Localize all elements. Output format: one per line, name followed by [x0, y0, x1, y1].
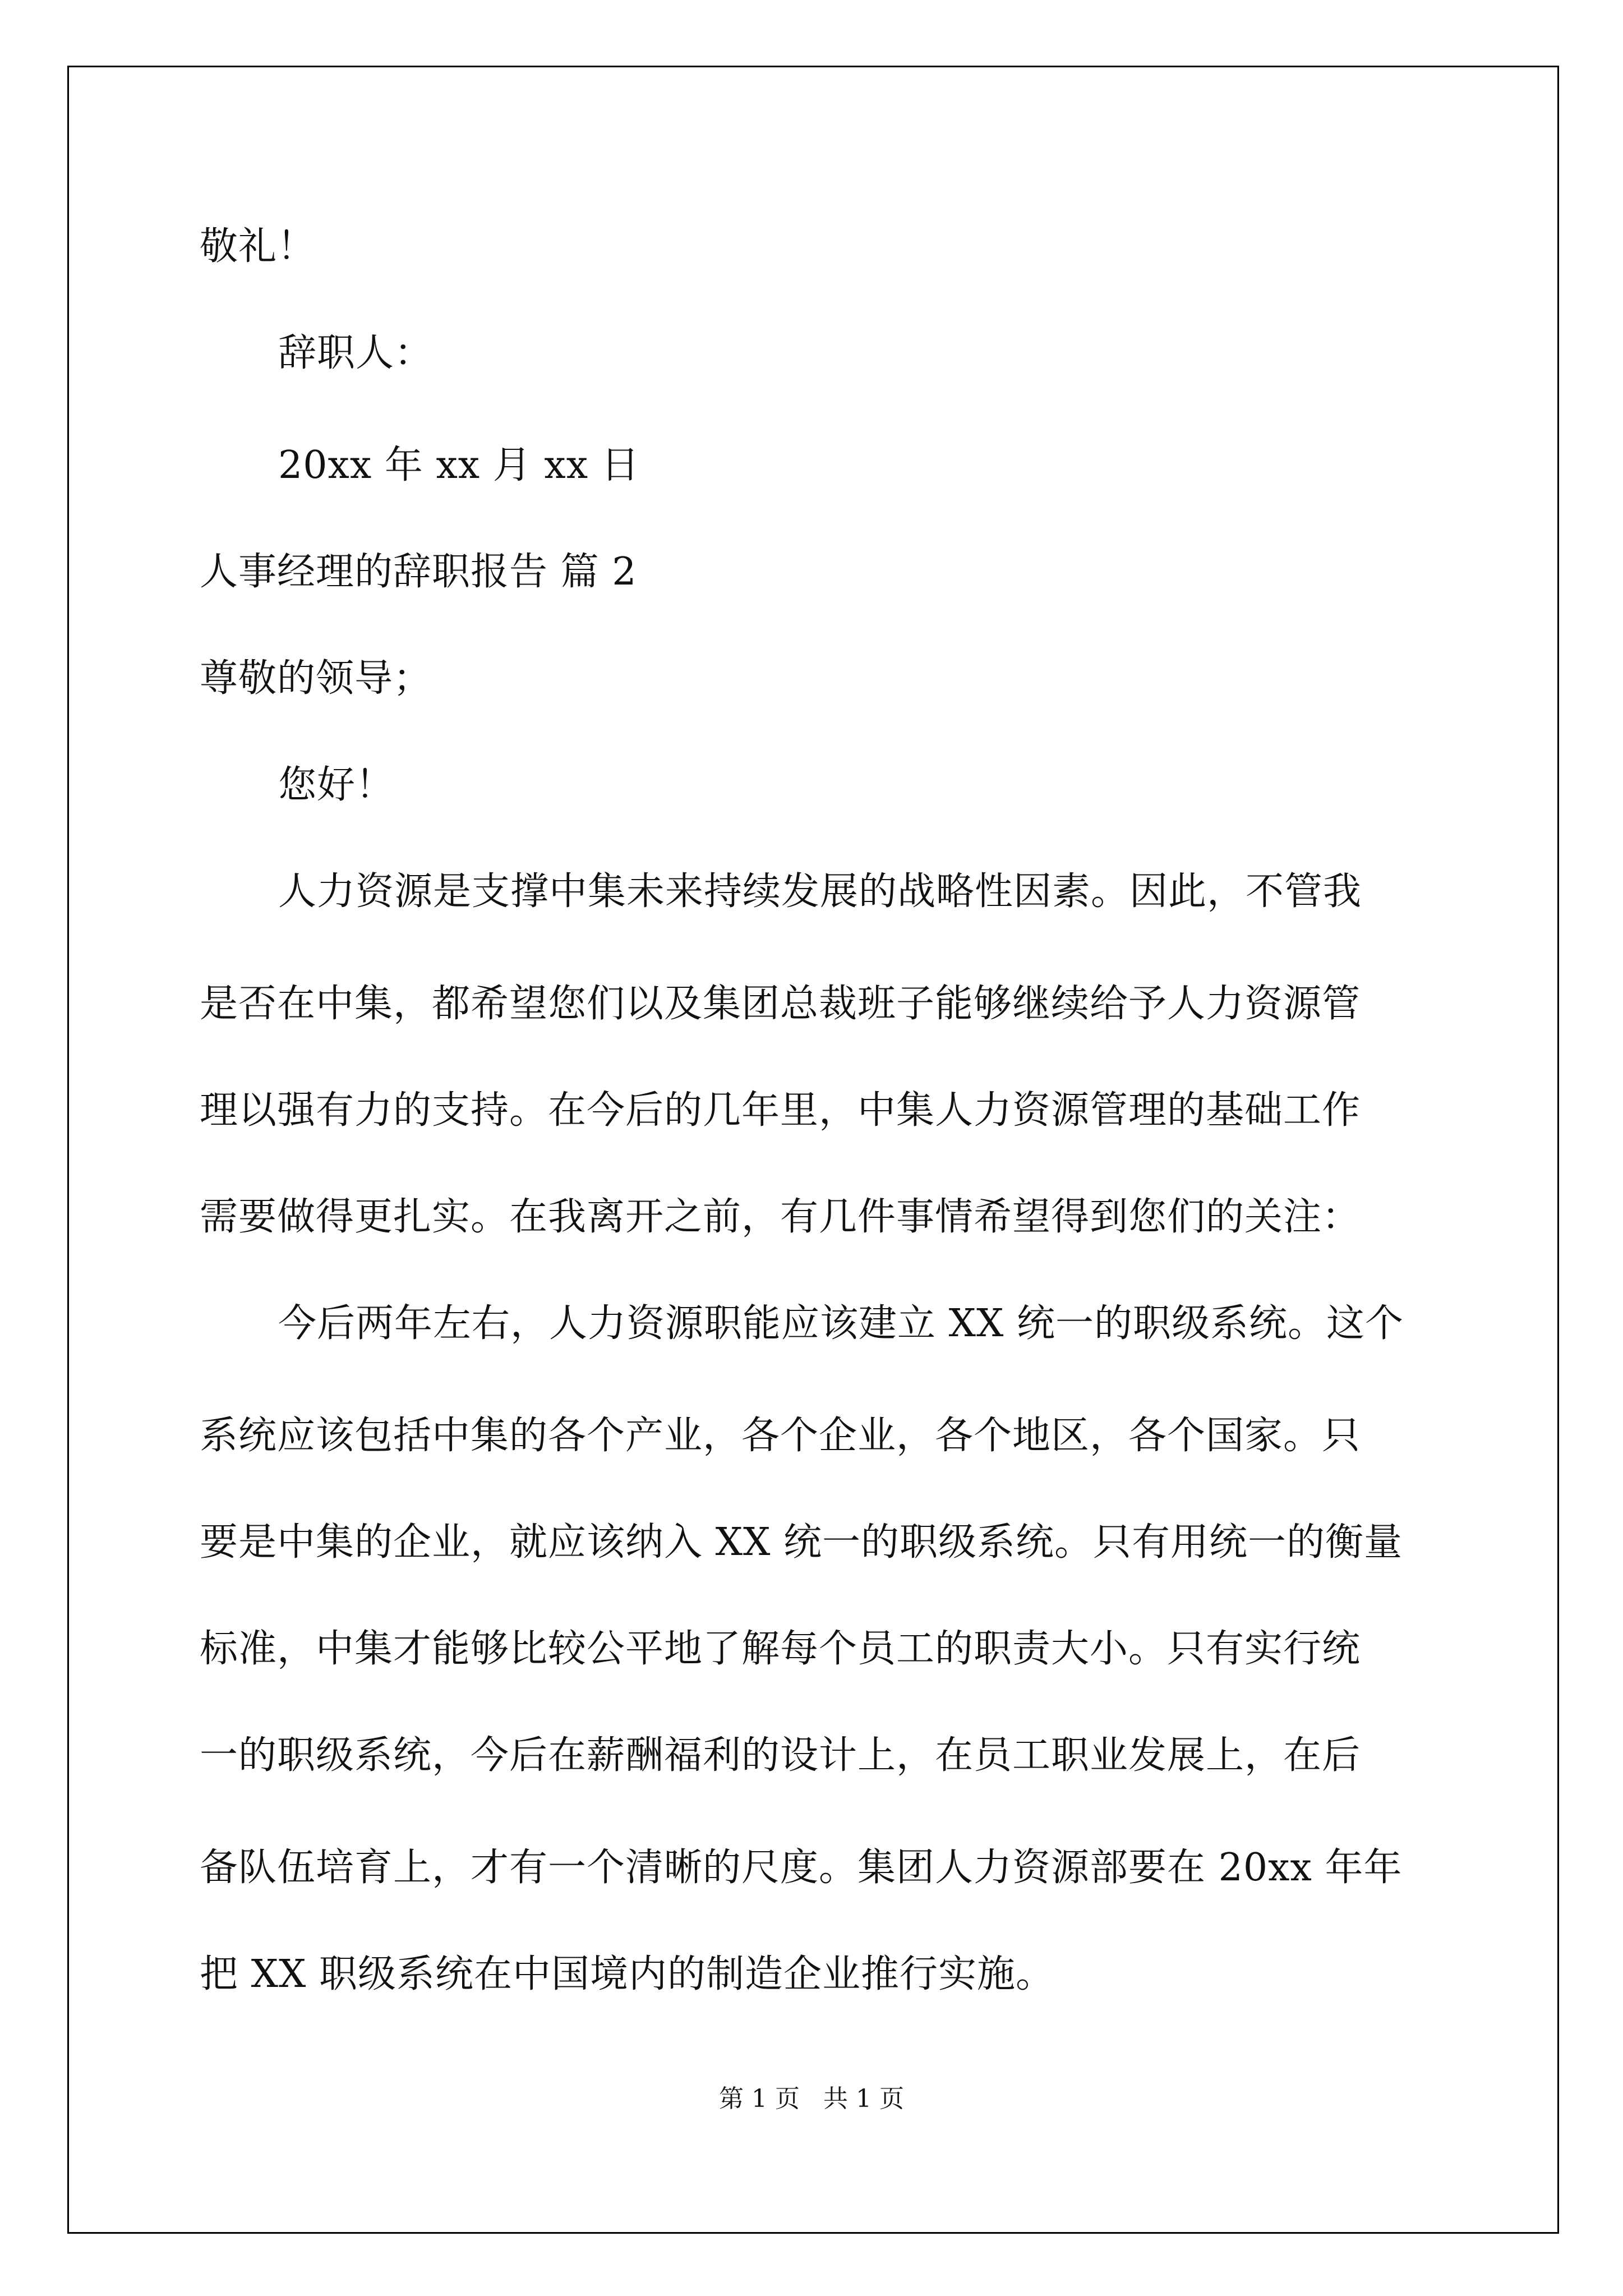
- body-text-line: 需要做得更扎实。在我离开之前，有几件事情希望得到您们的关注：: [200, 1195, 1361, 1239]
- body-text-line: 人力资源是支撑中集未来持续发展的战略性因素。因此，不管我: [278, 869, 1362, 914]
- greeting: 您好！: [278, 763, 395, 807]
- body-text-line: 系统应该包括中集的各个产业，各个企业，各个地区，各个国家。只: [200, 1414, 1361, 1458]
- page-border: [67, 66, 1559, 2234]
- body-text-line: 一的职级系统，今后在薪酬福利的设计上，在员工职业发展上，在后: [200, 1733, 1361, 1778]
- body-text-line: 理以强有力的支持。在今后的几年里，中集人力资源管理的基础工作: [200, 1088, 1361, 1133]
- signature-label: 辞职人：: [278, 331, 434, 375]
- body-text-line: 要是中集的企业，就应该纳入 XX 统一的职级系统。只有用统一的衡量: [200, 1520, 1403, 1565]
- body-text-line: 标准，中集才能够比较公平地了解每个员工的职责大小。只有实行统: [200, 1627, 1361, 1671]
- addressee: 尊敬的领导；: [200, 656, 432, 701]
- body-text-line: 把 XX 职级系统在中国境内的制造企业推行实施。: [200, 1952, 1055, 1996]
- date-line: 20xx 年 xx 月 xx 日: [278, 443, 640, 487]
- body-text-line: 备队伍培育上，才有一个清晰的尺度。集团人力资源部要在 20xx 年年: [200, 1846, 1403, 1890]
- closing-salutation: 敬礼！: [200, 224, 316, 269]
- page-footer: 第 1 页 共 1 页: [719, 2085, 904, 2113]
- section-heading: 人事经理的辞职报告 篇 2: [200, 550, 637, 594]
- body-text-line: 今后两年左右，人力资源职能应该建立 XX 统一的职级系统。这个: [278, 1301, 1404, 1346]
- body-text-line: 是否在中集，都希望您们以及集团总裁班子能够继续给予人力资源管: [200, 982, 1361, 1026]
